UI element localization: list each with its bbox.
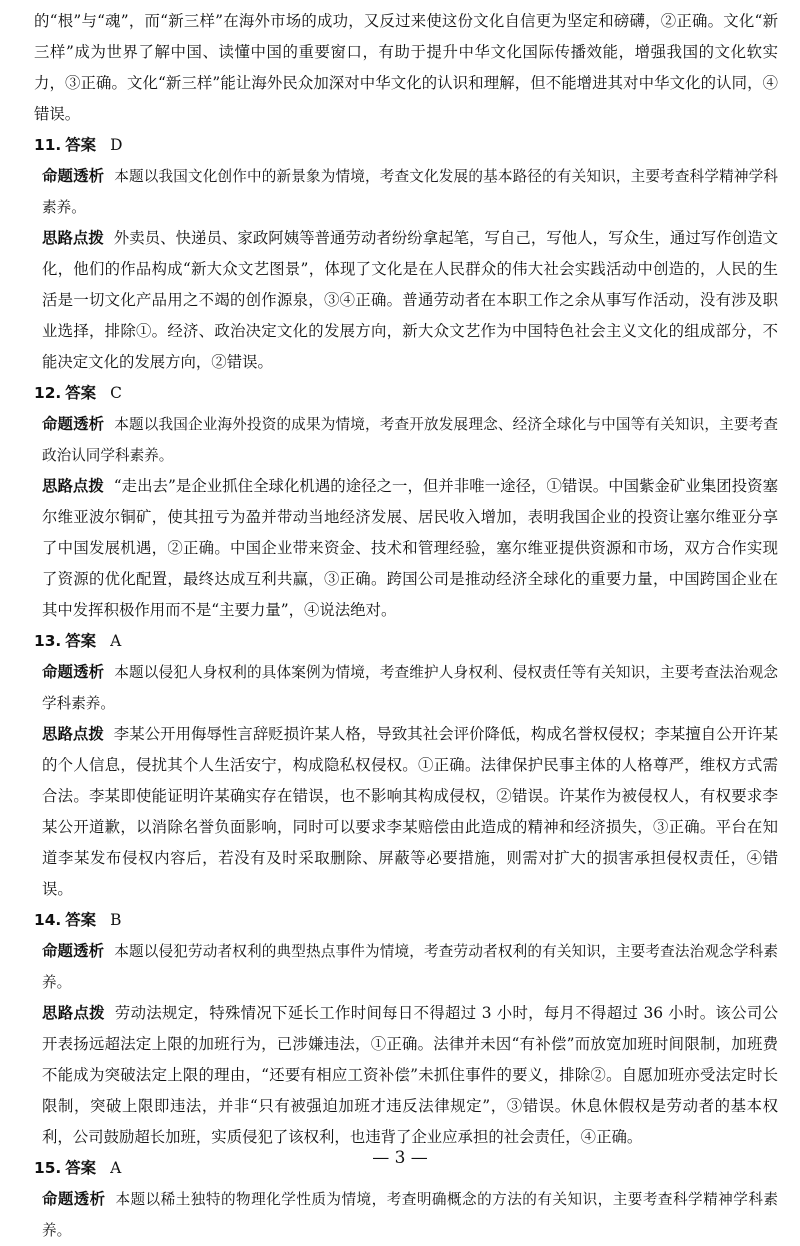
- question-13: [34, 626, 778, 905]
- analysis-label: 思路点拨: [42, 725, 104, 743]
- answer-label: 答案: [65, 384, 97, 402]
- question-header: [34, 905, 778, 936]
- analysis-text: 李某公开用侮辱性言辞贬损许某人格，导致其社会评价降低，构成名誉权侵权；李某擅自公开许某的个人信息，侵扰其个人生活安宁，构成隐私权侵权。①正确。法律保护民事主体的人格尊严，维权方式需合法。李某即使能证明许某确实存在错误，也不影响其构成侵权，②错误。许某作为被侵权人，有权要求李某公开道歉，以消除名誉负面影响，同时可以要求李某赔偿由此造成的精神和经济损失，③正确。平台在知道李某发布侵权内容后，若没有及时采取删除、屏蔽等必要措施，则需对扩大的损害承担侵权责任，④错误。: [42, 725, 778, 898]
- analysis-paragraph: [34, 223, 778, 378]
- intro-label: 命题透析: [42, 1190, 106, 1208]
- answer-label: 答案: [65, 911, 97, 929]
- answer-value: D: [110, 136, 123, 154]
- analysis-paragraph: [34, 719, 778, 905]
- question-number: 12.: [34, 384, 62, 402]
- answer-label: 答案: [65, 136, 97, 154]
- question-14: [34, 905, 778, 1153]
- answer-value: C: [110, 384, 122, 402]
- analysis-text: “走出去”是企业抓住全球化机遇的途径之一，但并非唯一途径，①错误。中国紫金矿业集团投资塞尔维亚波尔铜矿，使其扭亏为盈并带动当地经济发展、居民收入增加，表明我国企业的投资让塞尔维亚分享了中国发展机遇，②正确。中国企业带来资金、技术和管理经验，塞尔维亚提供资源和市场，双方合作实现了资源的优化配置，最终达成互利共赢，③正确。跨国公司是推动经济全球化的重要力量，中国跨国企业在其中发挥积极作用而不是“主要力量”，④说法绝对。: [42, 477, 778, 619]
- intro-label: 命题透析: [42, 663, 105, 681]
- analysis-text: 劳动法规定，特殊情况下延长工作时间每日不得超过 3 小时，每月不得超过 36 小时。该公司公开表扬远超法定上限的加班行为，已涉嫌违法，①正确。法律并未因“有补偿”而放宽加班时间限制，加班费不能成为突破法定上限的理由，“还要有相应工资补偿”未抓住事件的要义，排除②。自愿加班亦受法定时长限制，突破上限即违法，并非“只有被强迫加班才违反法律规定”，③错误。休息休假权是劳动者的基本权利，公司鼓励超长加班，实质侵犯了该权利，也违背了企业应承担的社会责任，④正确。: [42, 1004, 778, 1146]
- continuation-paragraph: 的“根”与“魂”，而“新三样”在海外市场的成功，又反过来使这份文化自信更为坚定和磅礴，②正确。文化“新三样”成为世界了解中国、读懂中国的重要窗口，有助于提升中华文化国际传播效能，增强我国的文化软实力，③正确。文化“新三样”能让海外民众加深对中华文化的认识和理解，但不能增进其对中华文化的认同，④错误。: [34, 12, 778, 123]
- intro-paragraph: [34, 1184, 778, 1246]
- intro-label: 命题透析: [42, 942, 105, 960]
- analysis-label: 思路点拨: [42, 1004, 105, 1022]
- intro-text: 本题以我国企业海外投资的成果为情境，考查开放发展理念、经济全球化与中国等有关知识，主要考查政治认同学科素养。: [42, 416, 778, 464]
- intro-paragraph: [34, 657, 778, 719]
- intro-paragraph: [34, 161, 778, 223]
- question-header: [34, 378, 778, 409]
- intro-label: 命题透析: [42, 167, 105, 185]
- question-11: [34, 130, 778, 378]
- analysis-paragraph: [34, 998, 778, 1153]
- intro-paragraph: [34, 936, 778, 998]
- intro-text: 本题以稀土独特的物理化学性质为情境，考查明确概念的方法的有关知识，主要考查科学精神学科素养。: [42, 1191, 778, 1239]
- question-number: 11.: [34, 136, 62, 154]
- question-12: [34, 378, 778, 626]
- intro-text: 本题以侵犯劳动者权利的典型热点事件为情境，考查劳动者权利的有关知识，主要考查法治观念学科素养。: [42, 943, 778, 991]
- answer-key-page: [34, 6, 778, 1246]
- intro-text: 本题以侵犯人身权利的具体案例为情境，考查维护人身权利、侵权责任等有关知识，主要考查法治观念学科素养。: [42, 664, 778, 712]
- intro-text: 本题以我国文化创作中的新景象为情境，考查文化发展的基本路径的有关知识，主要考查科学精神学科素养。: [42, 168, 778, 216]
- question-header: [34, 626, 778, 657]
- answer-label: 答案: [65, 632, 97, 650]
- answer-value: A: [110, 1159, 122, 1177]
- question-header: [34, 130, 778, 161]
- analysis-paragraph: [34, 471, 778, 626]
- intro-paragraph: [34, 409, 778, 471]
- answer-label: 答案: [65, 1159, 97, 1177]
- question-number: 15.: [34, 1159, 62, 1177]
- analysis-label: 思路点拨: [42, 229, 104, 247]
- analysis-label: 思路点拨: [42, 477, 104, 495]
- question-number: 13.: [34, 632, 62, 650]
- page-number: — 3 —: [372, 1148, 428, 1168]
- analysis-text: 外卖员、快递员、家政阿姨等普通劳动者纷纷拿起笔，写自己，写他人，写众生，通过写作创造文化，他们的作品构成“新大众文艺图景”，体现了文化是在人民群众的伟大社会实践活动中创造的，人民的生活是一切文化产品用之不竭的创作源泉，③④正确。普通劳动者在本职工作之余从事写作活动，没有涉及职业选择，排除①。经济、政治决定文化的发展方向，新大众文艺作为中国特色社会主义文化的组成部分，不能决定文化的发展方向，②错误。: [42, 229, 778, 371]
- answer-value: B: [110, 911, 122, 929]
- answer-value: A: [110, 632, 122, 650]
- question-number: 14.: [34, 911, 62, 929]
- intro-label: 命题透析: [42, 415, 105, 433]
